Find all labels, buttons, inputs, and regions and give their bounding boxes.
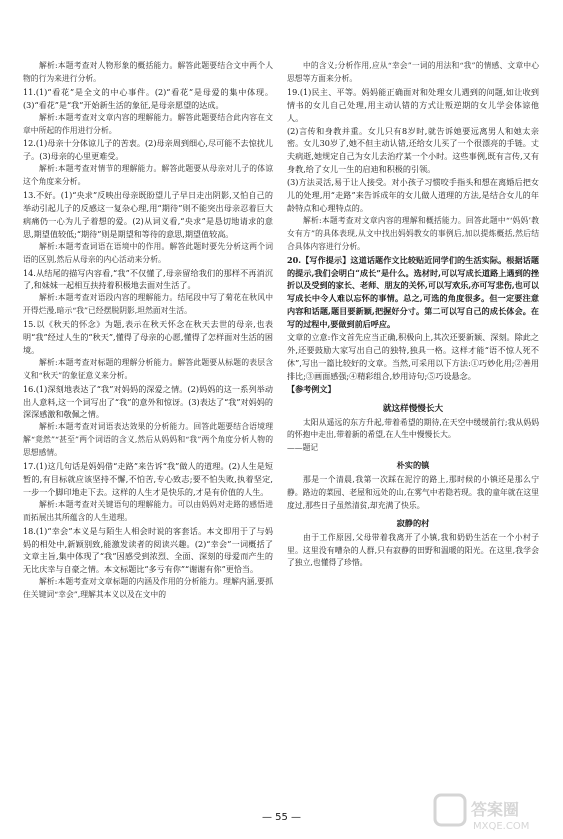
svg-text:MXQE.COM: MXQE.COM — [473, 821, 530, 832]
left_column-paragraph: 解析:本题考查对关键语句的理解能力。可以由妈妈对走路的感悟进而拓展出其所蕴含的人生道理。 — [23, 499, 273, 522]
right_column-paragraph: 19.(1)民主、平等。妈妈能正确面对和处理女儿遇到的问题,如让收到情书的女儿自己处理,用主动认错的方式让叛逆期的女儿学会体谅他人。 — [287, 86, 539, 123]
essay-tag: ——题记 — [287, 442, 319, 452]
essay-section-title: 寂静的村 — [396, 518, 430, 529]
right-column-answers — [287, 60, 539, 396]
right-column — [287, 60, 539, 800]
essay-intro: 太阳从遥远的东方升起,带着希望的期待,在天空中缓缓前行;我从妈妈的怀抱中走出,带着新的希望,在人生中慢慢长大。 — [287, 417, 539, 440]
essay-section-title: 朴实的镇 — [396, 460, 430, 471]
left_column-paragraph: 解析:本题考查对词语表达效果的分析能力。回答此题要结合语境理解“竟然”“甚至”两个词语的含义,然后从妈妈和“我”两个角度分析人物的思想感情。 — [23, 422, 273, 458]
left_column-paragraph: 11.(1)“看花”是全文的中心事件。(2)“看花”是母爱的集中体现。(3)“看花”是“我”开始新生活的象征,是母亲愿望的达成。 — [23, 86, 273, 110]
svg-text:答案圈: 答案圈 — [471, 800, 520, 819]
watermark-logo — [433, 791, 555, 833]
sample-essay — [287, 402, 539, 570]
left_column-paragraph: 18.(1)“幸会”本义是与陌生人相会时说的客套话。本文即用于了与妈妈的相处中,新颖别致,能激发读者的阅读兴趣。(2)“幸会”一词概括了文章主旨,集中体现了“我”因感受到浓烈、全面、深刻的母爱而产生的无比庆幸与自豪之情。本文标题比“多亏有你”“谢谢有你”更恰当。 — [23, 525, 273, 575]
left_column-paragraph: 解析:本题考查对人物形象的概括能力。解答此题要结合文中两个人物的行为来进行分析。 — [23, 61, 273, 83]
right_column-paragraph: 20.【写作提示】这道话题作文比较贴近同学们的生活实际。根据话题的提示,我们会明白“成长”是什么。选材时,可以写成长道路上遇到的挫折以及受到的家长、老师、朋友的关怀,可以写欢乐,亦可写悲伤,也可以写成长中令人难以忘怀的事情。总之,可选的角度很多。但一定要注意内容和话题,题目要新颖,把握好分寸。第二可以写自己的成长体会。在写的过程中,要做到前后呼应。 — [287, 254, 539, 330]
left_column-paragraph: 12.(1)母亲十分体谅儿子的苦衷。(2)母亲周到细心,尽可能不去惊扰儿子。(3)母亲的心里更难受。 — [23, 138, 273, 162]
left_column-paragraph: 解析:本题考查对文章内容的理解能力。解答此题要结合此内容在文章中所起的作用进行分析。 — [23, 112, 273, 135]
right_column-paragraph: 中的含义;分析作用,应从“幸会”一词的用法和“我”的情感、文章中心思想等方面来分析。 — [287, 61, 539, 83]
right_column-paragraph: (2)言传和身教并重。女儿只有8岁时,就告诉她要远离男人和她太亲密。女儿30岁了,她不但主动认错,还给女儿买了一个很漂亮的手链。丈夫病逝,她规定自己为女儿去治疗某一个小时。这些事例,既有言传,又有身教,给了女儿一生的启迪和积极的引领。 — [287, 125, 539, 175]
left_column-paragraph: 13.不好。(1)“央求”反映出母亲既盼望儿子早日走出阴影,又怕自己的举动引起儿子的反感这一复杂心理,用“期待”则不能突出母亲忍着巨大病痛仍一心为儿子着想的爱。(2)从词义看,“央求”是恳切地请求的意思,期望值较低;“期待”则是期望和等待的意思,期望值较高。 — [23, 190, 273, 239]
left_column-paragraph: 解析:本题考查对文章标题的内涵及作用的分析能力。理解内涵,要抓住关键词“幸会”,理解其本义以及在文中的 — [23, 577, 273, 600]
left_column-paragraph: 解析:本题考查词语在语境中的作用。解答此题时要先分析这两个词语的区别,然后从母亲的内心活动来分析。 — [23, 241, 273, 264]
left-column — [23, 60, 273, 800]
left_column-paragraph: 解析:本题考查对情节的理解能力。解答此题要从母亲对儿子的体谅这个角度来分析。 — [23, 164, 273, 187]
page-number: — 55 — — [261, 812, 302, 823]
left_column-paragraph: 15.以《秋天的怀念》为题,表示在秋天怀念在秋天去世的母亲,也表明“我”经过人生的“秋天”,懂得了母亲的心愿,懂得了怎样面对生活的困境。 — [23, 319, 273, 355]
left_column-paragraph: 14.从结尾的描写内容看,“我”不仅懂了,母亲留给我们的那样不再消沉了,和妹妹一起相互扶持着积极地去面对生活了。 — [23, 267, 273, 291]
essay-title: 就这样慢慢长大 — [382, 403, 444, 414]
right_column-paragraph: (3)方法灵活,易于让人接受。对小孩子习惯咬手指头和想在离婚后把女儿的处理,用“走路”来告诉成年的女儿做人道理的方法,是结合女儿的年龄特点和心理特点的。 — [287, 177, 539, 213]
essay-section-body: 那是一个清晨,我第一次踩在泥泞的路上,那时候的小镇还是那么宁静。路边的菜园、老屋和远处的山,在雾气中若隐若现。我的童年就在这里度过,那些日子虽然清贫,却充满了快乐。 — [287, 475, 539, 510]
left_column-paragraph: 17.(1)这几句话是妈妈借“走路”来告诉“我”做人的道理。(2)人生是短暂的,有目标就应该坚持不懈,不怕苦,专心致志;要不怕失败,执着坚定,一步一个脚印地走下去。这样的人生才是快乐的,才是有价值的人生。 — [23, 461, 273, 497]
left_column-paragraph: 解析:本题考查对标题的理解分析能力。解答此题要从标题的表层含义和“秋天”的象征意义来分析。 — [23, 357, 273, 380]
essay-sections — [287, 460, 539, 570]
essay-section-body: 由于工作原因,父母带着我离开了小镇,我和奶奶生活在一个小村子里。这里没有嘈杂的人群,只有寂静的田野和温暖的阳光。在这里,我学会了独立,也懂得了珍惜。 — [287, 533, 539, 568]
right_column-paragraph: 【参考例文】 — [287, 383, 336, 394]
left_column-paragraph: 16.(1)深刻地表达了“我”对妈妈的深爱之情。(2)妈妈的这一系列举动出人意料,这一个词写出了“我”的意外和惊讶。(3)表达了“我”对妈妈的深深感激和敬佩之情。 — [23, 383, 273, 420]
right_column-paragraph: 文章的立意:作文首先应当正确,积极向上,其次还要新颖、深刻。除此之外,还要鼓励大家写出自己的独特,独具一格。这样才能“语不惊人死不休”,写出一篇比较好的文章。当然,可采用以下方法:①巧妙化用;②善用排比;③画面感强;④精彩组合,妙用诗句;⑤巧设悬念。 — [287, 332, 539, 381]
left_column-paragraph: 解析:本题考查对语段内容的理解能力。结尾段中写了菊花在秋风中开得烂漫,暗示“我”已经摆脱阴影,坦然面对生活。 — [23, 293, 273, 316]
right_column-paragraph: 解析:本题考查对文章内容的理解和概括能力。回答此题中“‘妈妈’教女有方”的具体表现,从文中找出妈妈教女的事例后,加以提炼概括,然后结合具体内容进行分析。 — [287, 215, 539, 251]
